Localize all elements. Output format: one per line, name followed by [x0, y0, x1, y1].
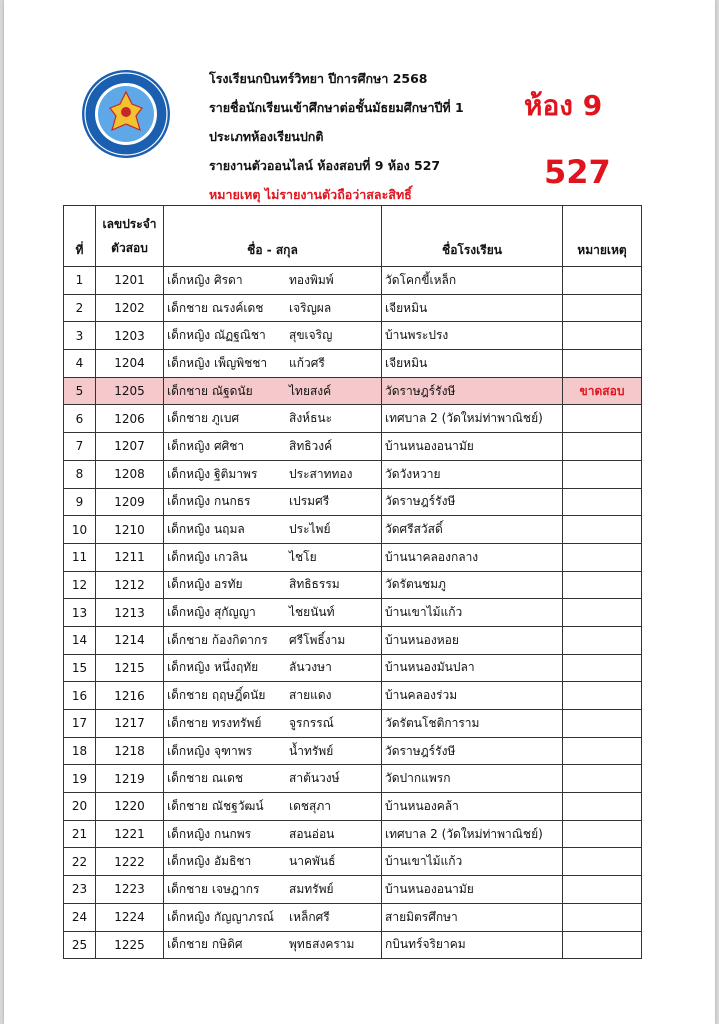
student-name — [164, 322, 382, 350]
table-row — [64, 765, 642, 793]
row-number: 18 — [64, 737, 96, 765]
document-page — [4, 0, 715, 1024]
school-name: บ้านเขาไม้แก้ว — [382, 599, 563, 627]
note-line: หมายเหตุ ไม่รายงานตัวถือว่าสละสิทธิ์ — [209, 187, 412, 202]
student-name — [164, 377, 382, 405]
last-name: ทองพิมพ์ — [289, 272, 334, 287]
exam-id: 1219 — [96, 765, 164, 793]
row-number: 7 — [64, 433, 96, 461]
first-name: เด็กหญิง หนึ่งฤทัย — [167, 660, 259, 675]
last-name: ลันวงษา — [289, 660, 332, 675]
exam-id: 1213 — [96, 599, 164, 627]
table-row — [64, 571, 642, 599]
remark — [563, 682, 642, 710]
last-name: สาต้นวงษ์ — [289, 771, 340, 786]
exam-id: 1206 — [96, 405, 164, 433]
school-name: เทศบาล 2 (วัดใหม่ท่าพาณิชย์) — [382, 820, 563, 848]
table-row — [64, 903, 642, 931]
exam-id: 1225 — [96, 931, 164, 959]
row-number: 9 — [64, 488, 96, 516]
school-name: บ้านพระปรง — [382, 322, 563, 350]
row-number: 2 — [64, 294, 96, 322]
table-row — [64, 737, 642, 765]
student-name — [164, 267, 382, 295]
student-name — [164, 626, 382, 654]
first-name: เด็กชาย ณรงค์เดช — [167, 300, 264, 315]
exam-id: 1203 — [96, 322, 164, 350]
school-name: บ้านนาคลองกลาง — [382, 543, 563, 571]
row-number: 22 — [64, 848, 96, 876]
table-row — [64, 682, 642, 710]
student-name — [164, 543, 382, 571]
table-row — [64, 599, 642, 627]
document-header — [209, 66, 464, 211]
remark — [563, 654, 642, 682]
remark — [563, 737, 642, 765]
school-name: เทศบาล 2 (วัดใหม่ท่าพาณิชย์) — [382, 405, 563, 433]
school-year-line: โรงเรียนกบินทร์วิทยา ปีการศึกษา 2568 — [209, 71, 428, 86]
table-row — [64, 350, 642, 378]
exam-id: 1209 — [96, 488, 164, 516]
list-title-line: รายชื่อนักเรียนเข้าศึกษาต่อชั้นมัธยมศึกษาปีที่ 1 — [209, 100, 464, 115]
student-name — [164, 599, 382, 627]
school-name: วัดโคกขี้เหล็ก — [382, 267, 563, 295]
student-name — [164, 848, 382, 876]
school-name: เจียหมิน — [382, 350, 563, 378]
header-school: ชื่อโรงเรียน — [382, 206, 563, 267]
last-name: ไชยนันท์ — [289, 605, 335, 620]
row-number: 23 — [64, 876, 96, 904]
room-label: ห้อง 9 — [524, 89, 603, 122]
student-name — [164, 294, 382, 322]
school-name: เจียหมิน — [382, 294, 563, 322]
school-logo — [80, 68, 172, 160]
first-name: เด็กหญิง กัญญาภรณ์ — [167, 909, 274, 924]
header-exam-id: เลขประจำตัวสอบ — [96, 206, 164, 267]
first-name: เด็กชาย ภูเบศ — [167, 411, 240, 426]
remark — [563, 405, 642, 433]
student-name — [164, 654, 382, 682]
last-name: ประสาททอง — [289, 466, 353, 481]
last-name: ศรีโพธิ์งาม — [289, 632, 346, 647]
row-number: 1 — [64, 267, 96, 295]
row-number: 24 — [64, 903, 96, 931]
school-name: บ้านหนองคล้า — [382, 793, 563, 821]
school-name: วัดปากแพรก — [382, 765, 563, 793]
student-table — [63, 205, 642, 959]
exam-id: 1223 — [96, 876, 164, 904]
remark — [563, 322, 642, 350]
exam-id: 1224 — [96, 903, 164, 931]
first-name: เด็กชาย ก้องกิดากร — [167, 632, 268, 647]
remark — [563, 433, 642, 461]
school-name: วัดรัตนชมภู — [382, 571, 563, 599]
school-name: วัดราษฎร์รังษี — [382, 488, 563, 516]
row-number: 17 — [64, 710, 96, 738]
student-name — [164, 710, 382, 738]
remark — [563, 931, 642, 959]
remark — [563, 903, 642, 931]
header-remark: หมายเหตุ — [563, 206, 642, 267]
exam-id: 1208 — [96, 460, 164, 488]
last-name: สิทธิวงค์ — [289, 438, 333, 453]
first-name: เด็กหญิง เพ็ญพิชชา — [167, 355, 268, 370]
last-name: สิทธิธรรม — [289, 577, 340, 592]
student-name — [164, 682, 382, 710]
first-name: เด็กชาย ฤฤษฎิ์ดนัย — [167, 688, 266, 703]
table-row — [64, 405, 642, 433]
room-number: 527 — [544, 153, 611, 191]
table-row — [64, 377, 642, 405]
last-name: ไทยสงค์ — [289, 383, 332, 398]
first-name: เด็กหญิง อรทัย — [167, 577, 243, 592]
table-row — [64, 322, 642, 350]
school-name: บ้านคลองร่วม — [382, 682, 563, 710]
exam-id: 1215 — [96, 654, 164, 682]
student-name — [164, 793, 382, 821]
remark — [563, 571, 642, 599]
table-row — [64, 294, 642, 322]
student-name — [164, 820, 382, 848]
first-name: เด็กหญิง นฤมล — [167, 522, 245, 537]
school-name: บ้านหนองอนามัย — [382, 876, 563, 904]
first-name: เด็กหญิง ณัฏฐณิชา — [167, 328, 266, 343]
student-name — [164, 433, 382, 461]
table-row — [64, 710, 642, 738]
first-name: เด็กชาย กษิดิศ — [167, 937, 243, 952]
row-number: 3 — [64, 322, 96, 350]
school-name: วัดราษฎร์รังษี — [382, 377, 563, 405]
row-number: 19 — [64, 765, 96, 793]
exam-id: 1217 — [96, 710, 164, 738]
remark — [563, 460, 642, 488]
remark — [563, 876, 642, 904]
remark — [563, 599, 642, 627]
remark — [563, 516, 642, 544]
table-row — [64, 820, 642, 848]
exam-id: 1202 — [96, 294, 164, 322]
remark — [563, 294, 642, 322]
exam-id: 1205 — [96, 377, 164, 405]
row-number: 16 — [64, 682, 96, 710]
exam-id: 1201 — [96, 267, 164, 295]
student-name — [164, 876, 382, 904]
remark — [563, 488, 642, 516]
first-name: เด็กชาย เจษฎากร — [167, 881, 260, 896]
exam-id: 1220 — [96, 793, 164, 821]
row-number: 13 — [64, 599, 96, 627]
last-name: ไชโย — [289, 549, 317, 564]
first-name: เด็กหญิง ศิรดา — [167, 272, 243, 287]
remark — [563, 848, 642, 876]
row-number: 15 — [64, 654, 96, 682]
first-name: เด็กหญิง ศศิชา — [167, 438, 245, 453]
class-type-line: ประเภทห้องเรียนปกติ — [209, 129, 324, 144]
header-name: ชื่อ - สกุล — [164, 206, 382, 267]
last-name: สุขเจริญ — [289, 328, 333, 343]
student-name — [164, 931, 382, 959]
student-name — [164, 405, 382, 433]
remark — [563, 765, 642, 793]
row-number: 12 — [64, 571, 96, 599]
exam-id: 1207 — [96, 433, 164, 461]
first-name: เด็กชาย ณเดช — [167, 771, 244, 786]
exam-id: 1221 — [96, 820, 164, 848]
student-name — [164, 571, 382, 599]
exam-id: 1214 — [96, 626, 164, 654]
exam-id: 1222 — [96, 848, 164, 876]
first-name: เด็กหญิง สุกัญญา — [167, 605, 256, 620]
remark — [563, 710, 642, 738]
first-name: เด็กหญิง จุฑาพร — [167, 743, 253, 758]
row-number: 11 — [64, 543, 96, 571]
exam-id: 1216 — [96, 682, 164, 710]
table-body — [64, 267, 642, 959]
student-name — [164, 765, 382, 793]
student-name — [164, 460, 382, 488]
last-name: สมทรัพย์ — [289, 881, 334, 896]
report-line: รายงานตัวออนไลน์ ห้องสอบที่ 9 ห้อง 527 — [209, 158, 441, 173]
student-name — [164, 488, 382, 516]
first-name: เด็กหญิง อัมธิชา — [167, 854, 252, 869]
school-name: บ้านหนองอนามัย — [382, 433, 563, 461]
school-name: วัดศรีสวัสดิ์ — [382, 516, 563, 544]
remark — [563, 793, 642, 821]
row-number: 10 — [64, 516, 96, 544]
exam-id: 1210 — [96, 516, 164, 544]
table-header-row — [64, 206, 642, 267]
row-number: 6 — [64, 405, 96, 433]
first-name: เด็กหญิง เกวลิน — [167, 549, 248, 564]
last-name: น้ำทรัพย์ — [289, 743, 334, 758]
first-name: เด็กชาย ณัชฐวัฒน์ — [167, 798, 264, 813]
row-number: 8 — [64, 460, 96, 488]
exam-id: 1218 — [96, 737, 164, 765]
school-name: สายมิตรศึกษา — [382, 903, 563, 931]
table-row — [64, 543, 642, 571]
remark — [563, 543, 642, 571]
last-name: สอนอ่อน — [289, 826, 335, 841]
school-name: วัดรัตนโชติการาม — [382, 710, 563, 738]
school-name: วัดราษฎร์รังษี — [382, 737, 563, 765]
table-row — [64, 267, 642, 295]
school-name: บ้านเขาไม้แก้ว — [382, 848, 563, 876]
last-name: สายแดง — [289, 688, 332, 703]
last-name: จูรกรรณ์ — [289, 715, 334, 730]
student-name — [164, 350, 382, 378]
row-number: 25 — [64, 931, 96, 959]
last-name: นาคพันธ์ — [289, 854, 336, 869]
table-row — [64, 793, 642, 821]
student-name — [164, 903, 382, 931]
row-number: 4 — [64, 350, 96, 378]
remark — [563, 626, 642, 654]
exam-id: 1204 — [96, 350, 164, 378]
row-number: 14 — [64, 626, 96, 654]
student-name — [164, 737, 382, 765]
remark: ขาดสอบ — [563, 377, 642, 405]
first-name: เด็กชาย ณัฐดนัย — [167, 383, 253, 398]
school-name: วัดวังหวาย — [382, 460, 563, 488]
school-name: กบินทร์จริยาคม — [382, 931, 563, 959]
table-row — [64, 931, 642, 959]
table-row — [64, 460, 642, 488]
row-number: 21 — [64, 820, 96, 848]
table-row — [64, 433, 642, 461]
first-name: เด็กหญิง กนกพร — [167, 826, 252, 841]
remark — [563, 267, 642, 295]
row-number: 5 — [64, 377, 96, 405]
row-number: 20 — [64, 793, 96, 821]
remark — [563, 350, 642, 378]
table-row — [64, 488, 642, 516]
school-name: บ้านหนองมันปลา — [382, 654, 563, 682]
last-name: เดชสุภา — [289, 798, 332, 813]
last-name: เจริญผล — [289, 300, 332, 315]
last-name: เปรมศรี — [289, 494, 330, 509]
remark — [563, 820, 642, 848]
last-name: เหล็กศรี — [289, 909, 330, 924]
last-name: พุทธสงคราม — [289, 937, 355, 952]
exam-id: 1211 — [96, 543, 164, 571]
first-name: เด็กชาย ทรงทรัพย์ — [167, 715, 262, 730]
table-row — [64, 848, 642, 876]
last-name: ประไพย์ — [289, 522, 331, 537]
table-row — [64, 654, 642, 682]
student-name — [164, 516, 382, 544]
last-name: สิงห์ธนะ — [289, 411, 333, 426]
table-row — [64, 626, 642, 654]
table-row — [64, 876, 642, 904]
header-no: ที่ — [64, 206, 96, 267]
last-name: แก้วศรี — [289, 355, 325, 370]
exam-id: 1212 — [96, 571, 164, 599]
school-name: บ้านหนองหอย — [382, 626, 563, 654]
first-name: เด็กหญิง ฐิติมาพร — [167, 466, 258, 481]
first-name: เด็กหญิง กนกธร — [167, 494, 251, 509]
table-row — [64, 516, 642, 544]
